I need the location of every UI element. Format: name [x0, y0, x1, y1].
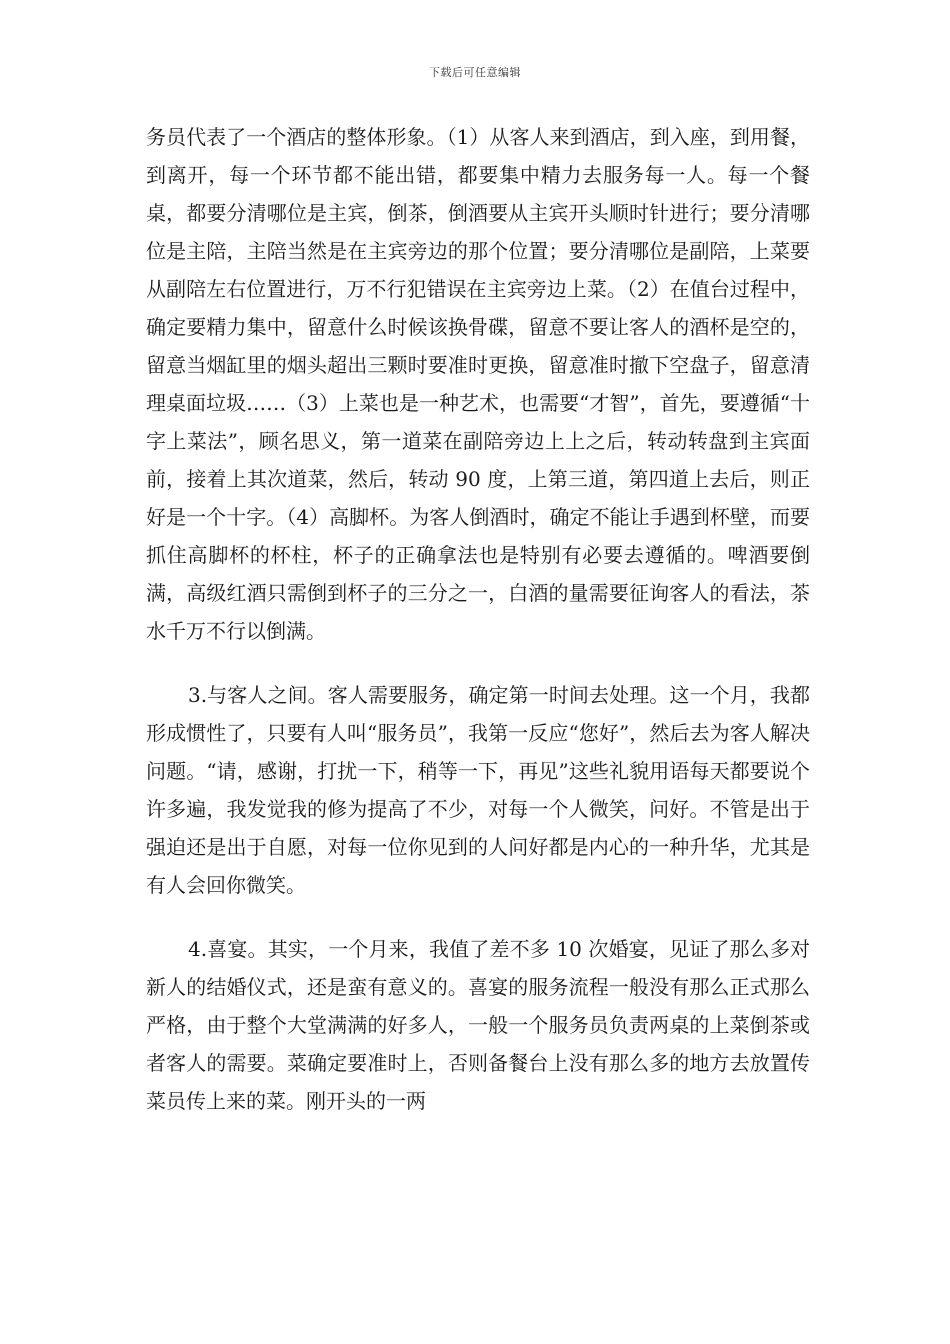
- document-body: [146, 118, 810, 1120]
- page-header: 下载后可任意编辑: [429, 66, 521, 79]
- paragraph-service-etiquette: 务员代表了一个酒店的整体形象。（1）从客人来到酒店，到入座，到用餐，到离开，每一个环节都不能出错，都要集中精力去服务每一人。每一个餐桌，都要分清哪位是主宾，倒茶，倒酒要从主宾开头顺时针进行；要分清哪位是主陪，主陪当然是在主宾旁边的那个位置；要分清哪位是副陪，上菜要从副陪左右位置进行，万不行犯错误在主宾旁边上菜。（2）在值台过程中，确定要精力集中，留意什么时候该换骨碟，留意不要让客人的酒杯是空的，留意当烟缸里的烟头超出三颗时要准时更换，留意准时撤下空盘子，留意清理桌面垃圾……（3）上菜也是一种艺术，也需要“才智”，首先，要遵循“十字上菜法”，顾名思义，第一道菜在副陪旁边上上之后，转动转盘到主宾面前，接着上其次道菜，然后，转动 90 度，上第三道，第四道上去后，则正好是一个十字。（4）高脚杯。为客人倒酒时，确定不能让手遇到杯壁，而要抓住高脚杯的杯柱，杯子的正确拿法也是特别有必要去遵循的。啤酒要倒满，高级红酒只需倒到杯子的三分之一，白酒的量需要征询客人的看法，茶水千万不行以倒满。: [146, 125, 810, 643]
- paragraph-guest-relations: 3.与客人之间。客人需要服务，确定第一时间去处理。这一个月，我都形成惯性了，只要有人叫“服务员”，我第一反应“您好”，然后去为客人解决问题。“请，感谢，打扰一下，稍等一下，再见”这些礼貌用语每天都要说个许多遍，我发觉我的修为提高了不少，对每一个人微笑，问好。不管是出于强迫还是出于自愿，对每一位你见到的人问好都是内心的一种升华，尤其是有人会回你微笑。: [146, 683, 810, 897]
- paragraph-wedding-banquet: 4.喜宴。其实，一个月来，我值了差不多 10 次婚宴，见证了那么多对新人的结婚仪式，还是蛮有意义的。喜宴的服务流程一般没有那么正式那么严格，由于整个大堂满满的好多人，一般一个服务员负责两桌的上菜倒茶或者客人的需要。菜确定要准时上，否则备餐台上没有那么多的地方去放置传菜员传上来的菜。刚开头的一两: [146, 937, 810, 1113]
